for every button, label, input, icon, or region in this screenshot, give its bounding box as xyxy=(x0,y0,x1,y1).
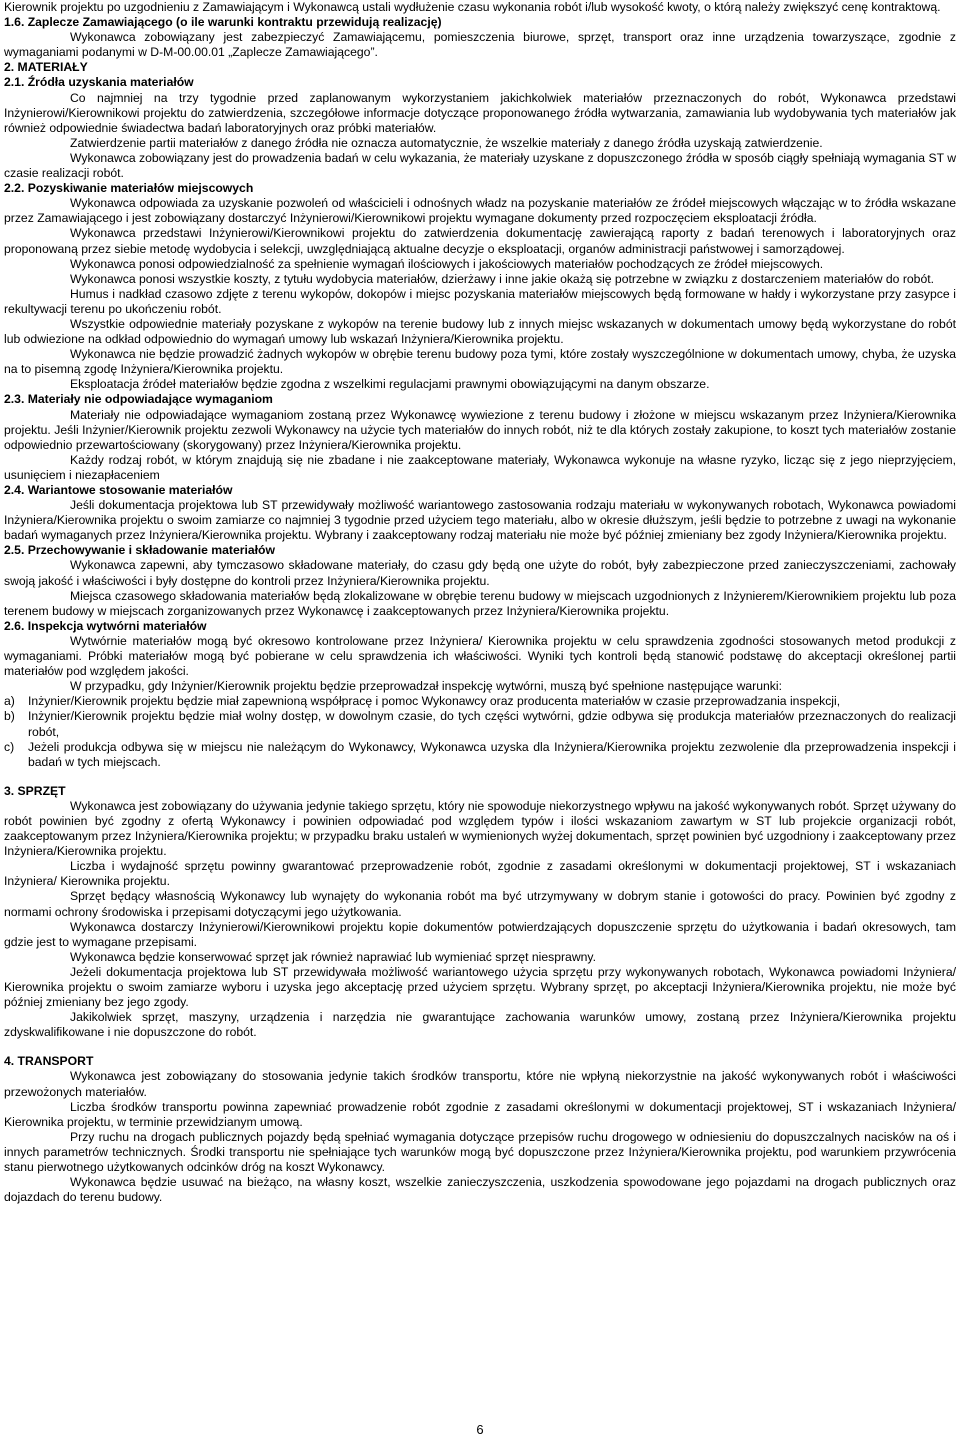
paragraph: Wszystkie odpowiednie materiały pozyskane z wykopów na terenie budowy lub z innych miejsc wskazanych w dokumentach umowy będą wykorzystane do robót lub odwiezione na odkład odpowiednio do wymagań umowy lub wskazań Inżyniera/Kierownika projektu. xyxy=(4,316,956,347)
list-item xyxy=(4,694,956,709)
paragraph: Wykonawca będzie konserwować sprzęt jak również naprawiać lub wymieniać sprzęt niesprawny. xyxy=(70,949,596,964)
heading-4: 4. TRANSPORT xyxy=(4,1054,94,1069)
list-item xyxy=(4,740,956,770)
paragraph: Wykonawca dostarczy Inżynierowi/Kierownikowi projektu kopie dokumentów potwierdzających dopuszczenie sprzętu do użytkowania i badań okresowych, tam gdzie jest to wymagane przepisami. xyxy=(4,919,956,949)
list-item-text: Inżynier/Kierownik projektu będzie miał zapewnioną współpracę i pomoc Wykonawcy oraz producenta materiałów w czasie przeprowadzania inspekcji, xyxy=(28,694,841,709)
heading-3: 3. SPRZĘT xyxy=(4,783,66,798)
paragraph: Zatwierdzenie partii materiałów z danego źródła nie oznacza automatycznie, że wszelkie materiały z danego źródła uzyskają zatwierdzenie. xyxy=(70,135,823,150)
paragraph: Wykonawca zapewni, aby tymczasowo składowane materiały, do czasu gdy będą one użyte do robót, były zabezpieczone przed zanieczyszczeniami, zachowały swoją jakość i właściwości i były dostępne do kontroli przez Inżyniera/Kierownika projektu. xyxy=(4,558,956,588)
document-page xyxy=(4,0,956,1205)
paragraph: Wykonawca nie będzie prowadzić żadnych wykopów w obrębie terenu budowy poza tymi, które zostały wyszczególnione w dokumentach umowy, chyba, że uzyska na to pisemną zgodę Inżyniera/Kierownika projektu. xyxy=(4,347,956,377)
paragraph: Eksploatacja źródeł materiałów będzie zgodna z wszelkimi regulacjami prawnymi obowiązującymi na danym obszarze. xyxy=(70,377,710,392)
heading-2-1: 2.1. Źródła uzyskania materiałów xyxy=(4,75,194,90)
paragraph: Humus i nadkład czasowo zdjęte z terenu wykopów, dokopów i miejsc pozyskania materiałów miejscowych będą formowane w hałdy i wykorzystane przy zasypce i rekultywacji terenu po ukończeniu robót. xyxy=(4,286,956,316)
paragraph: Wykonawca ponosi wszystkie koszty, z tytułu wydobycia materiałów, dzierżawy i inne jakie okażą się potrzebne w związku z dostarczeniem materiałów do robót. xyxy=(70,271,934,286)
paragraph: Wykonawca jest zobowiązany do używania jedynie takiego sprzętu, który nie spowoduje niekorzystnego wpływu na jakość wykonywanych robót. Sprzęt używany do robót powinien być zgodny z ofertą Wykonawcy i powinien odpowiadać pod względem typów i ilości wskazaniom zawartym w ST lub projekcie organizacji robót, zaakceptowanym przez Inżyniera/Kierownika projektu; w przypadku braku ustaleń w wymienionych wyżej dokumentach, sprzęt powinien być uzgodniony i zaakceptowany przez Inżyniera/Kierownika projektu. xyxy=(4,798,956,859)
paragraph: W przypadku, gdy Inżynier/Kierownik projektu będzie przeprowadzał inspekcję wytwórni, muszą być spełnione następujące warunki: xyxy=(70,679,782,694)
heading-1-6: 1.6. Zaplecze Zamawiającego (o ile warunki kontraktu przewidują realizację) xyxy=(4,15,442,30)
paragraph: Przy ruchu na drogach publicznych pojazdy będą spełniać wymagania dotyczące przepisów ruchu drogowego w odniesieniu do dopuszczalnych nacisków na oś i innych parametrów technicznych. Środki transportu nie spełniające tych warunków mogą być dopuszczone przez Inżyniera/Kierownika projektu, pod warunkiem przywrócenia stanu pierwotnego użytkowanych odcinków dróg na koszt Wykonawcy. xyxy=(4,1129,956,1175)
paragraph: Liczba środków transportu powinna zapewniać prowadzenie robót zgodnie z zasadami określonymi w dokumentacji projektowej, ST i wskazaniach Inżyniera/ Kierownika projektu, w terminie przewidzianym umową. xyxy=(4,1099,956,1129)
paragraph: Sprzęt będący własnością Wykonawcy lub wynajęty do wykonania robót ma być utrzymywany w dobrym stanie i gotowości do pracy. Powinien być zgodny z normami ochrony środowiska i przepisami dotyczącymi jego użytkowania. xyxy=(4,889,956,919)
paragraph: Wykonawca zobowiązany jest zabezpieczyć Zamawiającemu, pomieszczenia biurowe, sprzęt, transport oraz inne urządzenia towarzyszące, zgodnie z wymaganiami podanymi w D-M-00.00.01 „Zaplecze Zamawiającego”. xyxy=(4,30,956,60)
paragraph: Wykonawca przedstawi Inżynierowi/Kierownikowi projektu do zatwierdzenia dokumentację zawierającą raporty z badań terenowych i laboratoryjnych oraz proponowaną przez siebie metodę wydobycia i selekcji, uwzględniającą aktualne decyzje o eksploatacji, organów administracji państwowej i samorządowej. xyxy=(4,226,956,256)
paragraph: Wykonawca ponosi odpowiedzialność za spełnienie wymagań ilościowych i jakościowych materiałów pochodzących ze źródeł miejscowych. xyxy=(70,256,824,271)
heading-2-6: 2.6. Inspekcja wytwórni materiałów xyxy=(4,618,207,633)
paragraph: Jeżeli dokumentacja projektowa lub ST przewidywała możliwość wariantowego użycia sprzętu przy wykonywanych robotach, Wykonawca powiadomi Inżyniera/ Kierownika projektu o swoim zamiarze wyboru i uzyska jego akceptację przed użyciem sprzętu. Wybrany sprzęt, po akceptacji Inżyniera/Kierownika projektu, nie może być później zmieniany bez jego zgody. xyxy=(4,964,956,1010)
heading-2: 2. MATERIAŁY xyxy=(4,60,88,75)
paragraph: Materiały nie odpowiadające wymaganiom zostaną przez Wykonawcę wywiezione z terenu budowy i złożone w miejscu wskazanym przez Inżyniera/Kierownika projektu. Jeśli Inżynier/Kierownik projektu zezwoli Wykonawcy na użycie tych materiałów do innych robót, niż te dla których zostały zakupione, to koszt tych materiałów zostanie odpowiednio przewartościowany (skorygowany) przez Inżyniera/Kierownika projektu. xyxy=(4,407,956,452)
paragraph: Kierownik projektu po uzgodnieniu z Zamawiającym i Wykonawcą ustali wydłużenie czasu wykonania robót i/lub wysokość kwoty, o którą należy zwiększyć cenę kontraktową. xyxy=(4,0,941,14)
list-item-label: c) xyxy=(4,739,15,754)
list-item-label: b) xyxy=(4,709,15,724)
paragraph: Jakikolwiek sprzęt, maszyny, urządzenia i narzędzia nie gwarantujące zachowania warunków umowy, zostaną przez Inżyniera/Kierownika projektu zdyskwalifikowane i nie dopuszczone do robót. xyxy=(4,1010,956,1040)
paragraph: Wykonawca jest zobowiązany do stosowania jedynie takich środków transportu, które nie wpłyną niekorzystnie na jakość wykonywanych robót i właściwości przewożonych materiałów. xyxy=(4,1069,956,1099)
page-number: 6 xyxy=(476,1422,484,1437)
paragraph: Co najmniej na trzy tygodnie przed zaplanowanym wykorzystaniem jakichkolwiek materiałów przeznaczonych do robót, Wykonawca przedstawi Inżynierowi/Kierownikowi projektu do zatwierdzenia, szczegółowe informacje dotyczące proponowanego źródła wytwarzania, zamawiania lub wydobywania tych materiałów jak również odpowiednie świadectwa badań laboratoryjnych oraz próbki materiałów. xyxy=(4,90,956,135)
heading-2-3: 2.3. Materiały nie odpowiadające wymaganiom xyxy=(4,392,273,407)
heading-2-5: 2.5. Przechowywanie i składowanie materiałów xyxy=(4,543,275,558)
paragraph: Miejsca czasowego składowania materiałów będą zlokalizowane w obrębie terenu budowy w miejscach uzgodnionych z Inżynierem/Kierownikiem projektu lub poza terenem budowy w miejscach zorganizowanych przez Wykonawcę i zaakceptowanych przez Inżyniera/Kierownika projektu. xyxy=(4,588,956,618)
paragraph: Każdy rodzaj robót, w którym znajdują się nie zbadane i nie zaakceptowane materiały, Wykonawca wykonuje na własne ryzyko, licząc się z jego nieprzyjęciem, usunięciem i niezapłaceniem xyxy=(4,452,956,482)
heading-2-4: 2.4. Wariantowe stosowanie materiałów xyxy=(4,483,233,497)
paragraph: Wykonawca zobowiązany jest do prowadzenia badań w celu wykazania, że materiały uzyskane z dopuszczonego źródła w sposób ciągły spełniają wymagania ST w czasie realizacji robót. xyxy=(4,150,956,181)
paragraph: Wykonawca będzie usuwać na bieżąco, na własny koszt, wszelkie zanieczyszczenia, uszkodzenia spowodowane jego pojazdami na drogach publicznych oraz dojazdach do terenu budowy. xyxy=(4,1175,956,1205)
list-item-label: a) xyxy=(4,694,15,709)
list-item-text: Jeżeli produkcja odbywa się w miejscu nie należącym do Wykonawcy, Wykonawca uzyska dla Inżyniera/Kierownika projektu zezwolenie dla przeprowadzenia inspekcji i badań w tych miejscach. xyxy=(28,739,956,769)
paragraph: Jeśli dokumentacja projektowa lub ST przewidywały możliwość wariantowego zastosowania rodzaju materiału w wykonywanych robotach, Wykonawca powiadomi Inżyniera/Kierownika projektu o swoim zamiarze co najmniej 3 tygodnie przed użyciem tego materiału, albo w okresie dłuższym, jeśli będzie to potrzebne z uwagi na wykonanie badań wymaganych przez Inżyniera/Kierownika projektu. Wybrany i zaakceptowany rodzaj materiału nie może być później zmieniany bez zgody Inżyniera/Kierownika projektu. xyxy=(4,498,956,543)
list-item-text: Inżynier/Kierownik projektu będzie miał wolny dostęp, w dowolnym czasie, do tych części wytwórni, gdzie odbywa się produkcja materiałów przeznaczonych do realizacji robót, xyxy=(28,709,956,739)
paragraph: Liczba i wydajność sprzętu powinny gwarantować przeprowadzenie robót, zgodnie z zasadami określonymi w dokumentacji projektowej, ST i wskazaniach Inżyniera/ Kierownika projektu. xyxy=(4,859,956,889)
paragraph: Wytwórnie materiałów mogą być okresowo kontrolowane przez Inżyniera/ Kierownika projektu w celu sprawdzenia zgodności stosowanych metod produkcji z wymaganiami. Próbki materiałów mogą być pobierane w celu sprawdzenia ich właściwości. Wyniki tych kontroli będą stanowić podstawę do akceptacji określonej partii materiałów pod względem jakości. xyxy=(4,633,956,679)
heading-2-2: 2.2. Pozyskiwanie materiałów miejscowych xyxy=(4,181,254,196)
list-item xyxy=(4,709,956,739)
paragraph: Wykonawca odpowiada za uzyskanie pozwoleń od właścicieli i odnośnych władz na pozyskanie materiałów ze źródeł miejscowych włączając w to źródła wskazane przez Zamawiającego i jest zobowiązany dostarczyć Inżynierowi/Kierownikowi projektu wymagane dokumenty przed rozpoczęciem eksploatacji źródła. xyxy=(4,196,956,226)
